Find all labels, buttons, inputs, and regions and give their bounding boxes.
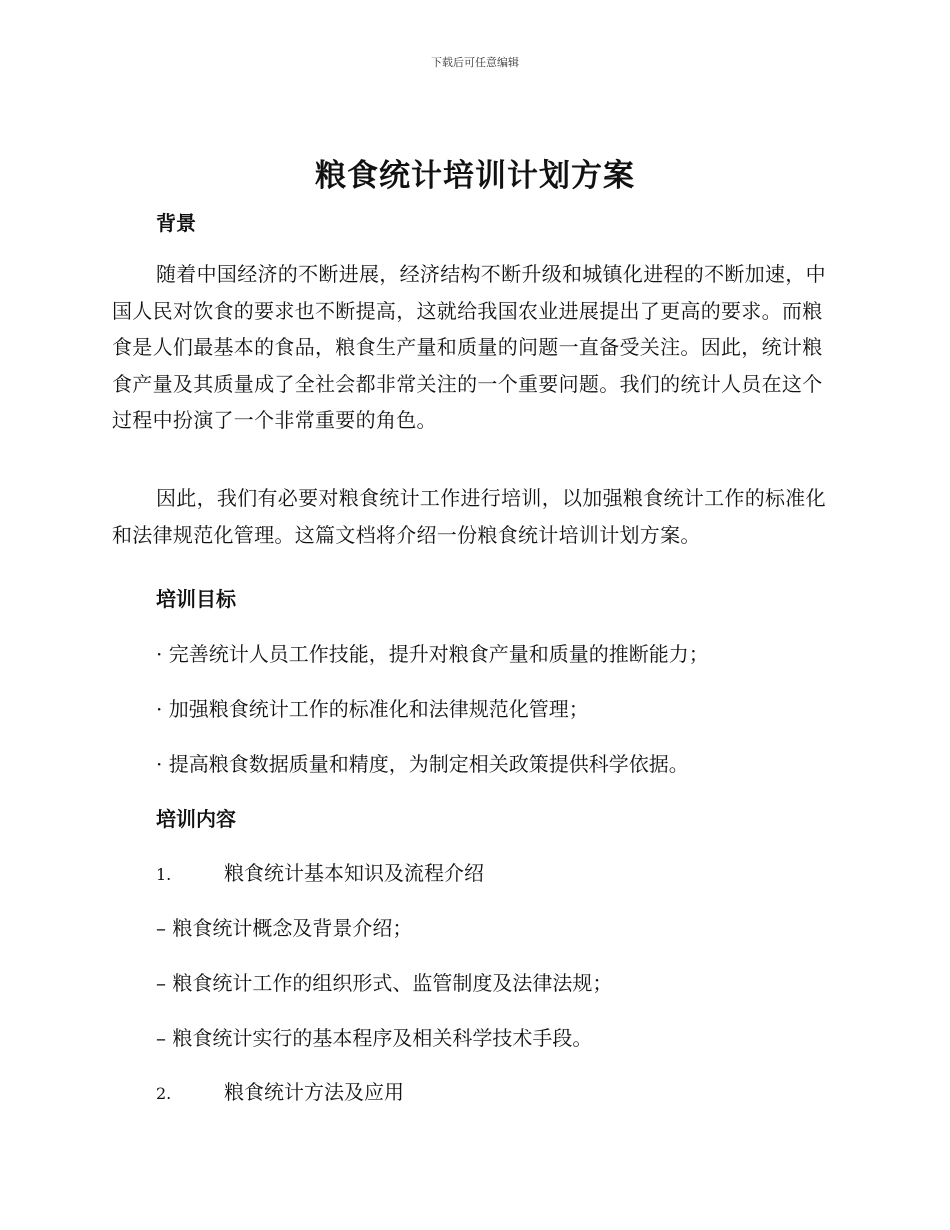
content-subitem: – 粮食统计实行的基本程序及相关科学技术手段。: [156, 1026, 593, 1050]
goal-item: · 加强粮食统计工作的标准化和法律规范化管理；: [156, 697, 589, 721]
content-item-2: [156, 1076, 404, 1105]
background-paragraph-2: 因此，我们有必要对粮食统计工作进行培训，以加强粮食统计工作的标准化和法律规范化管理。这篇文档将介绍一份粮食统计培训计划方案。: [112, 486, 826, 547]
section-heading-background: 背景: [156, 211, 196, 235]
content-item-1-title: 粮食统计基本知识及流程介绍: [224, 861, 484, 885]
content-item-2-number: 2.: [156, 1084, 172, 1103]
goal-item: · 提高粮食数据质量和精度，为制定相关政策提供科学依据。: [156, 752, 689, 776]
goal-item: · 完善统计人员工作技能，提升对粮食产量和质量的推断能力；: [156, 642, 709, 666]
content-subitem: – 粮食统计工作的组织形式、监管制度及法律法规；: [156, 971, 613, 995]
section-heading-content: 培训内容: [156, 807, 236, 831]
header-note: 下载后可任意编辑: [431, 56, 519, 69]
document-title: 粮食统计培训计划方案: [315, 158, 635, 194]
content-item-1: [156, 857, 484, 886]
background-paragraph-1: 随着中国经济的不断进展，经济结构不断升级和城镇化进程的不断加速，中国人民对饮食的要求也不断提高，这就给我国农业进展提出了更高的要求。而粮食是人们最基本的食品，粮食生产量和质量的问题一直备受关注。因此，统计粮食产量及其质量成了全社会都非常关注的一个重要问题。我们的统计人员在这个过程中扮演了一个非常重要的角色。: [112, 262, 826, 432]
section-heading-goals: 培训目标: [156, 587, 236, 611]
content-subitem: – 粮食统计概念及背景介绍；: [156, 916, 413, 940]
content-item-1-number: 1.: [156, 865, 172, 884]
content-item-2-title: 粮食统计方法及应用: [224, 1080, 404, 1104]
